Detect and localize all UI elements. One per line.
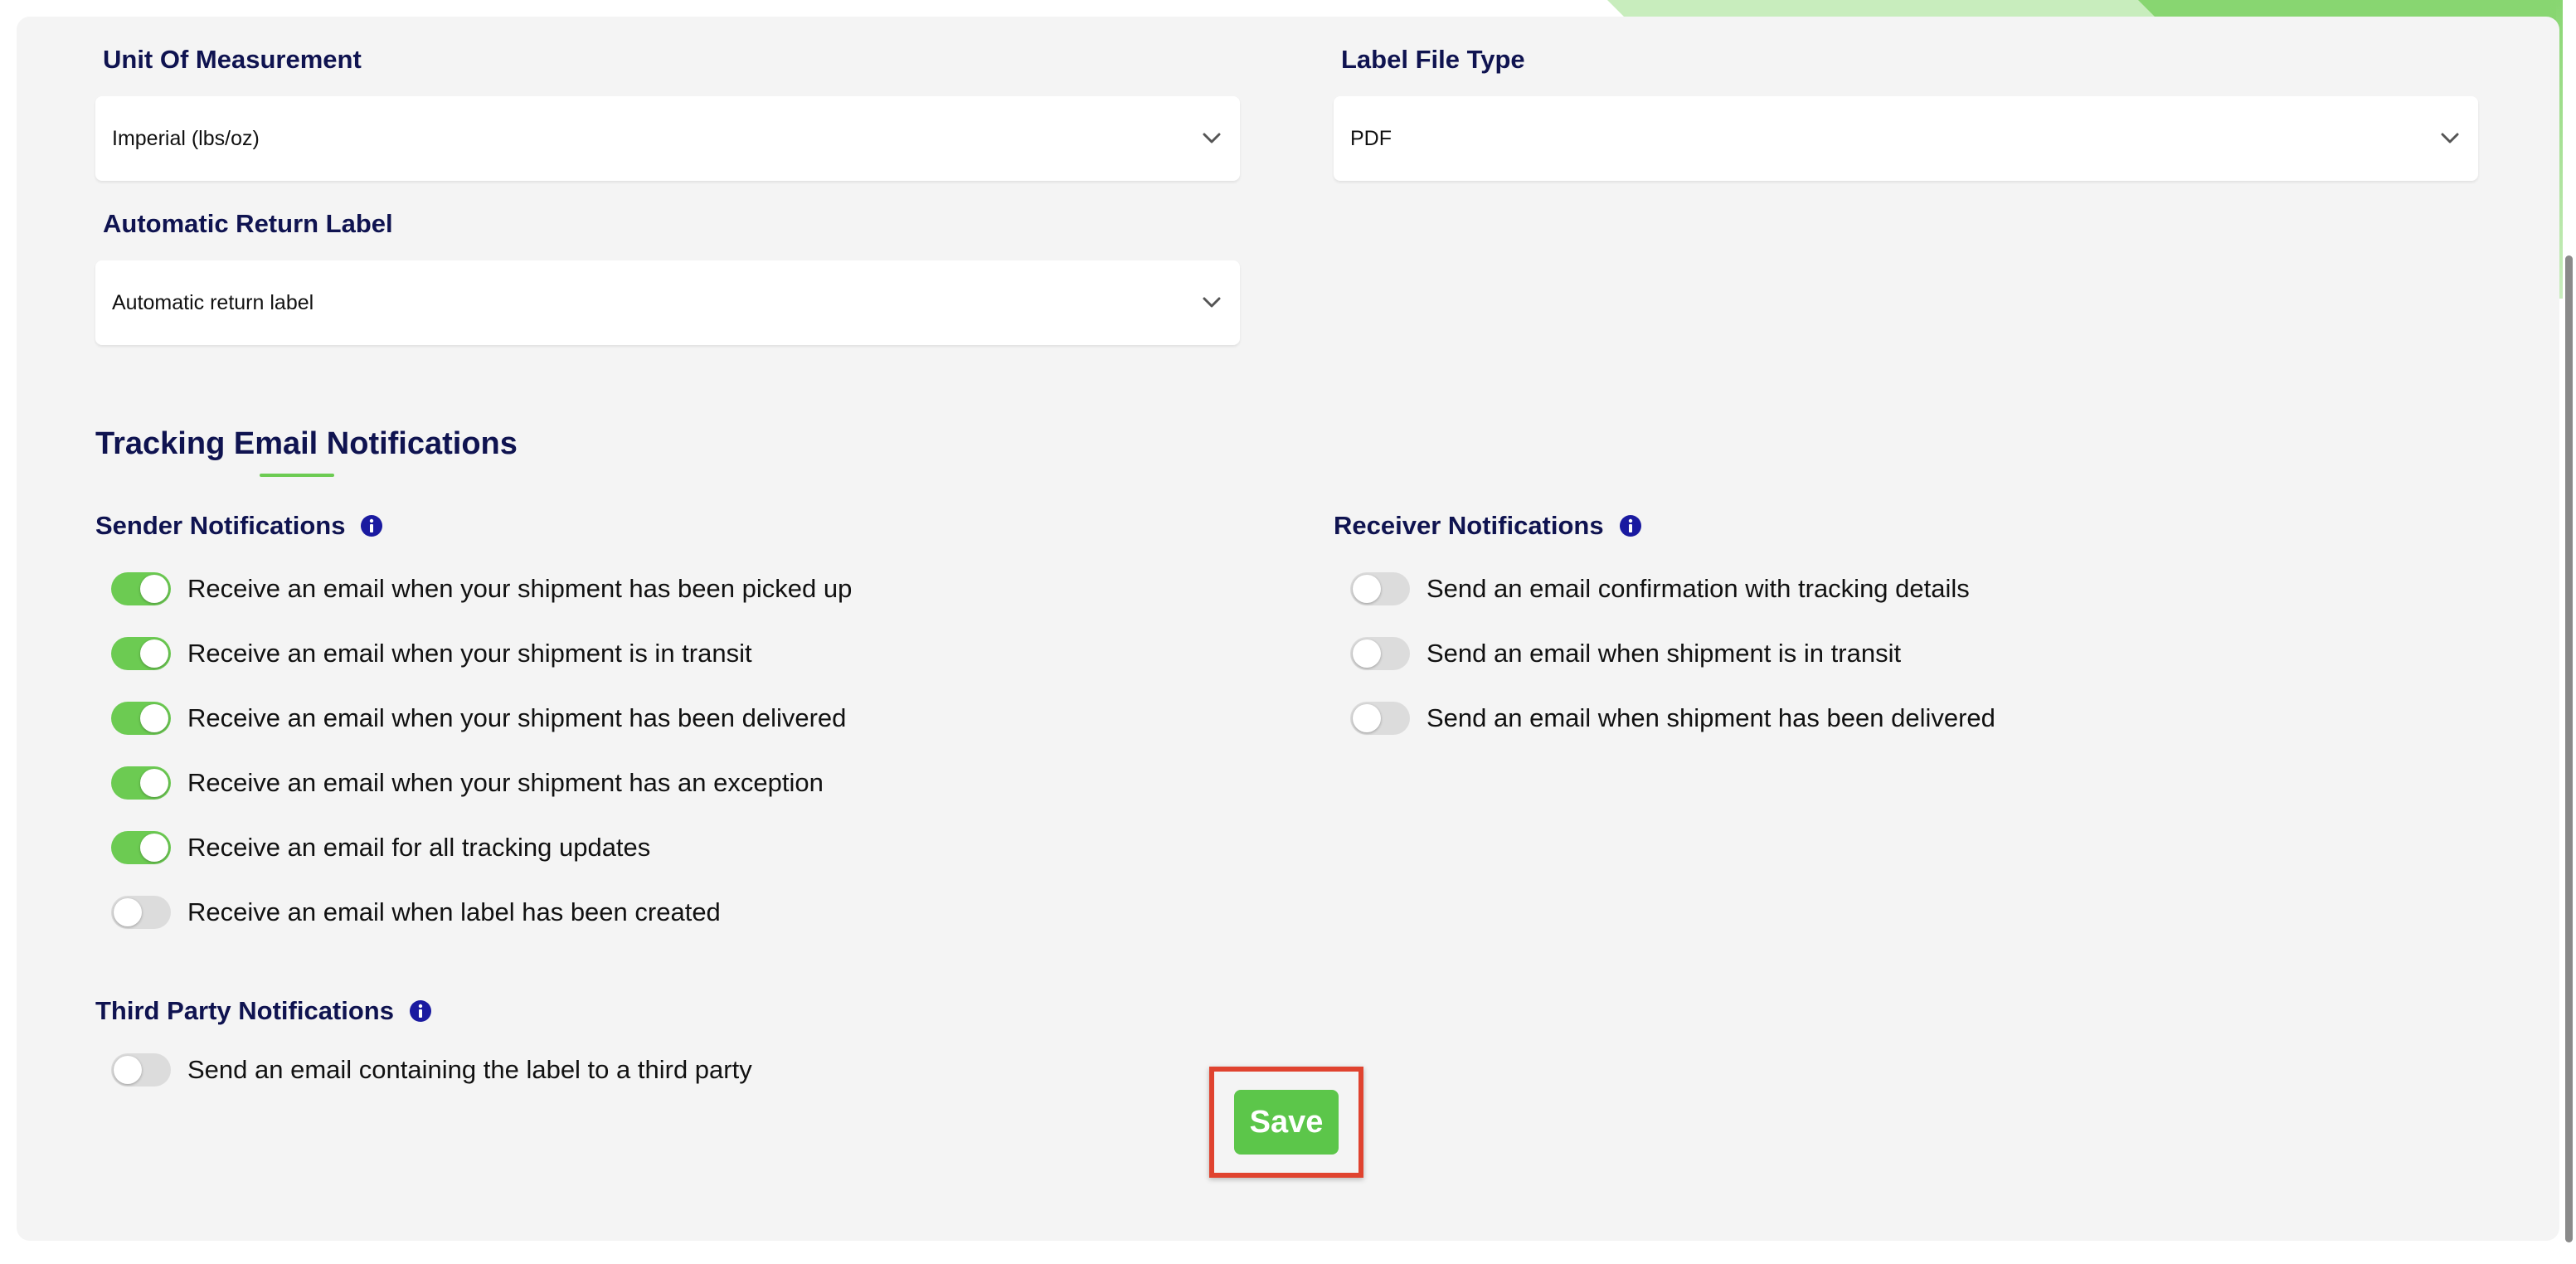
unit-of-measurement-label: Unit Of Measurement: [103, 45, 362, 74]
unit-of-measurement-select[interactable]: [95, 96, 1240, 181]
receiver-notifications-label: Receiver Notifications: [1334, 511, 1604, 540]
toggle-knob: [140, 769, 168, 797]
toggle-label: Receive an email when your shipment has been picked up: [187, 574, 853, 603]
save-button[interactable]: Save: [1234, 1090, 1339, 1155]
toggle-label: Receive an email when label has been created: [187, 897, 721, 926]
toggle-label: Receive an email when your shipment has been delivered: [187, 703, 847, 732]
sender-toggle-row: [111, 831, 650, 864]
chevron-down-icon: [1200, 291, 1223, 314]
label-file-type-select[interactable]: [1334, 96, 2478, 181]
toggle-knob: [140, 834, 168, 862]
toggle-knob: [114, 898, 142, 926]
toggle-label: Send an email confirmation with tracking details: [1427, 574, 1970, 603]
receiver-toggle-row: [1350, 572, 1970, 605]
third-party-toggle-row: [111, 1053, 752, 1087]
toggle-knob: [140, 639, 168, 668]
toggle-switch[interactable]: [1350, 637, 1410, 670]
sender-toggle-row: [111, 702, 846, 735]
toggle-switch[interactable]: [1350, 702, 1410, 735]
automatic-return-label-select[interactable]: [95, 260, 1240, 345]
toggle-knob: [1353, 575, 1381, 603]
third-party-notifications-label: Third Party Notifications: [95, 996, 394, 1025]
toggle-label: Receive an email when your shipment has an exception: [187, 768, 824, 797]
sender-notifications-label: Sender Notifications: [95, 511, 346, 540]
toggle-switch[interactable]: [111, 831, 171, 864]
receiver-notifications-title: [1334, 513, 1642, 538]
tracking-section-title: Tracking Email Notifications: [95, 426, 518, 461]
label-file-type-value: PDF: [1350, 126, 1392, 150]
automatic-return-label-label: Automatic Return Label: [103, 209, 393, 238]
toggle-switch[interactable]: [111, 572, 171, 605]
toggle-label: Send an email when shipment is in transit: [1427, 639, 1902, 668]
toggle-label: Send an email containing the label to a third party: [187, 1055, 752, 1084]
toggle-switch[interactable]: [111, 702, 171, 735]
toggle-switch[interactable]: [111, 637, 171, 670]
toggle-knob: [140, 575, 168, 603]
info-icon[interactable]: [1619, 514, 1642, 537]
info-icon[interactable]: [360, 514, 383, 537]
chevron-down-icon: [2438, 127, 2462, 150]
toggle-label: Send an email when shipment has been delivered: [1427, 703, 1995, 732]
toggle-switch[interactable]: [111, 766, 171, 800]
receiver-toggle-row: [1350, 637, 1901, 670]
sender-toggle-row: [111, 637, 752, 670]
page-bottom: [0, 1242, 2576, 1264]
unit-of-measurement-value: Imperial (lbs/oz): [112, 126, 260, 150]
toggle-switch[interactable]: [1350, 572, 1410, 605]
chevron-down-icon: [1200, 127, 1223, 150]
third-party-notifications-title: [95, 998, 432, 1023]
toggle-knob: [1353, 639, 1381, 668]
sender-toggle-row: [111, 896, 721, 929]
receiver-toggle-row: [1350, 702, 1995, 735]
sender-notifications-title: [95, 513, 383, 538]
toggle-knob: [140, 704, 168, 732]
toggle-label: Receive an email for all tracking updates: [187, 833, 651, 862]
sender-toggle-row: [111, 572, 852, 605]
toggle-switch[interactable]: [111, 896, 171, 929]
label-file-type-label: Label File Type: [1341, 45, 1525, 74]
toggle-switch[interactable]: [111, 1053, 171, 1087]
section-underline: [260, 474, 334, 477]
automatic-return-label-value: Automatic return label: [112, 290, 314, 314]
toggle-knob: [1353, 704, 1381, 732]
toggle-label: Receive an email when your shipment is in transit: [187, 639, 752, 668]
toggle-knob: [114, 1056, 142, 1084]
scrollbar-thumb[interactable]: [2565, 255, 2573, 1242]
info-icon[interactable]: [409, 999, 432, 1023]
sender-toggle-row: [111, 766, 824, 800]
